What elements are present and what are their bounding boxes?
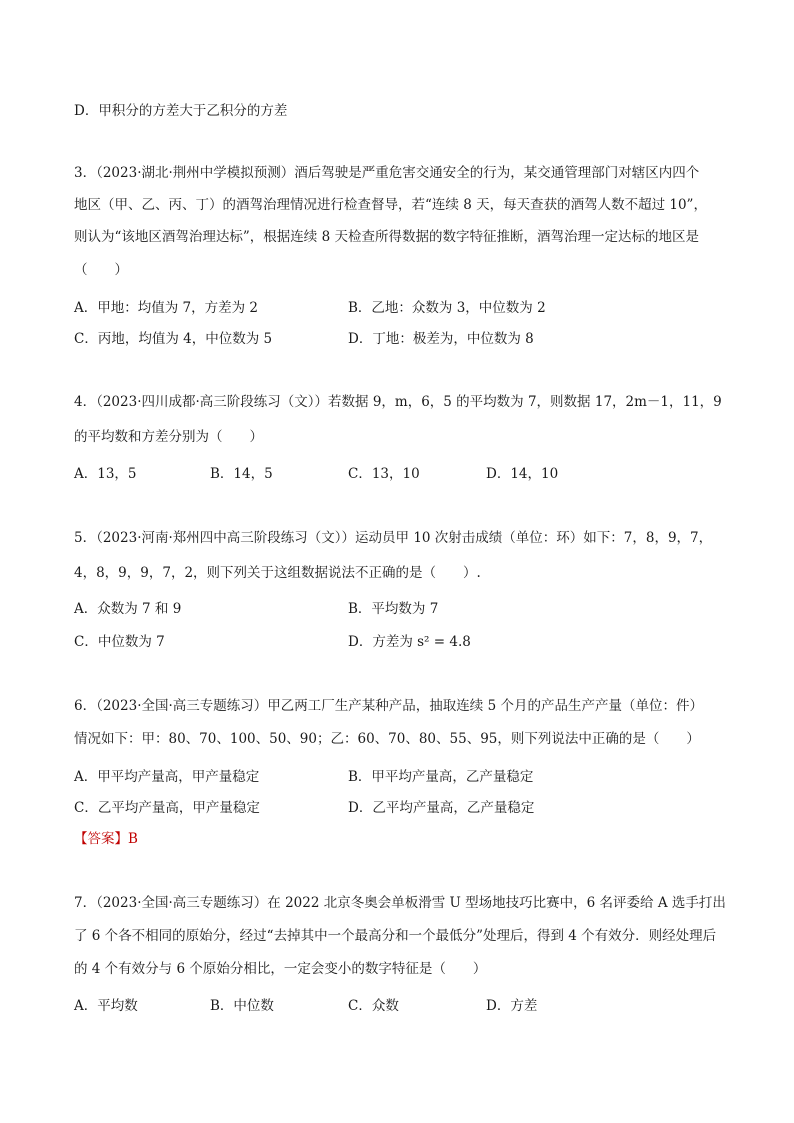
q6-option-b: B．甲平均产量高，乙产量稳定 — [348, 769, 534, 785]
q3-stem-line3: 则认为“该地区酒驾治理达标”，根据连续 8 天检查所得数据的数字特征推断，酒驾治理一定达标的地区是 — [74, 229, 699, 245]
q4-stem-line1: 4．（2023·四川成都·高三阶段练习（文））若数据 9，m，6，5 的平均数为 7，则数据 17，2m－1，11，9 — [74, 394, 722, 410]
q3-option-d: D．丁地：极差为，中位数为 8 — [348, 331, 534, 347]
q4-option-a: A．13，5 — [74, 466, 137, 482]
q7-option-c: C．众数 — [348, 998, 399, 1014]
q7-stem-line1: 7．（2023·全国·高三专题练习）在 2022 北京冬奥会单板滑雪 U 型场地技巧比赛中，6 名评委给 A 选手打出 — [74, 895, 726, 911]
answer-value: B — [128, 831, 138, 847]
q6-option-a: A．甲平均产量高，甲产量稳定 — [74, 769, 260, 785]
q4-option-d: D．14，10 — [486, 466, 559, 482]
q3-stem-line4: （ ） — [74, 262, 128, 278]
q4-stem-line2: 的平均数和方差分别为（ ） — [74, 429, 263, 445]
q5-option-b: B．平均数为 7 — [348, 601, 439, 617]
answer-label: 【答案】 — [74, 831, 128, 847]
q6-option-c: C．乙平均产量高，甲产量稳定 — [74, 800, 260, 816]
q3-option-c: C．丙地，均值为 4，中位数为 5 — [74, 331, 273, 347]
q2-option-d: D．甲积分的方差大于乙积分的方差 — [74, 103, 288, 119]
q6-stem-line2: 情况如下：甲：80、70、100、50、90；乙：60、70、80、55、95，则下列说法中正确的是（ ） — [74, 731, 700, 747]
q4-option-c: C．13，10 — [348, 466, 420, 482]
q6-answer — [74, 829, 138, 849]
q5-option-c: C．中位数为 7 — [74, 634, 165, 650]
q3-stem-line1: 3．（2023·湖北·荆州中学模拟预测）酒后驾驶是严重危害交通安全的行为，某交通管理部门对辖区内四个 — [74, 165, 700, 181]
q3-stem-line2: 地区（甲、乙、丙、丁）的酒驾治理情况进行检查督导，若“连续 8 天，每天查获的酒驾人数不超过 10”， — [74, 197, 707, 213]
q5-option-a: A．众数为 7 和 9 — [74, 601, 182, 617]
q3-option-b: B．乙地：众数为 3，中位数为 2 — [348, 300, 546, 316]
q5-option-d: D．方差为 s² = 4.8 — [348, 634, 471, 650]
q3-option-a: A．甲地：均值为 7，方差为 2 — [74, 300, 259, 316]
q6-stem-line1: 6．（2023·全国·高三专题练习）甲乙两工厂生产某种产品，抽取连续 5 个月的产品生产产量（单位：件） — [74, 698, 703, 714]
q6-option-d: D．乙平均产量高，乙产量稳定 — [348, 800, 535, 816]
q7-option-d: D．方差 — [486, 998, 538, 1014]
q7-stem-line3: 的 4 个有效分与 6 个原始分相比，一定会变小的数字特征是（ ） — [74, 961, 487, 977]
q7-option-a: A．平均数 — [74, 998, 138, 1014]
q7-option-b: B．中位数 — [210, 998, 274, 1014]
q5-stem-line1: 5．（2023·河南·郑州四中高三阶段练习（文））运动员甲 10 次射击成绩（单位：环）如下：7，8，9，7， — [74, 530, 713, 546]
q7-stem-line2: 了 6 个各不相同的原始分，经过“去掉其中一个最高分和一个最低分”处理后，得到 4 个有效分．则经处理后 — [74, 928, 717, 944]
q5-stem-line2: 4，8，9，9，7，2，则下列关于这组数据说法不正确的是（ ）. — [74, 565, 481, 581]
q4-option-b: B．14，5 — [210, 466, 273, 482]
